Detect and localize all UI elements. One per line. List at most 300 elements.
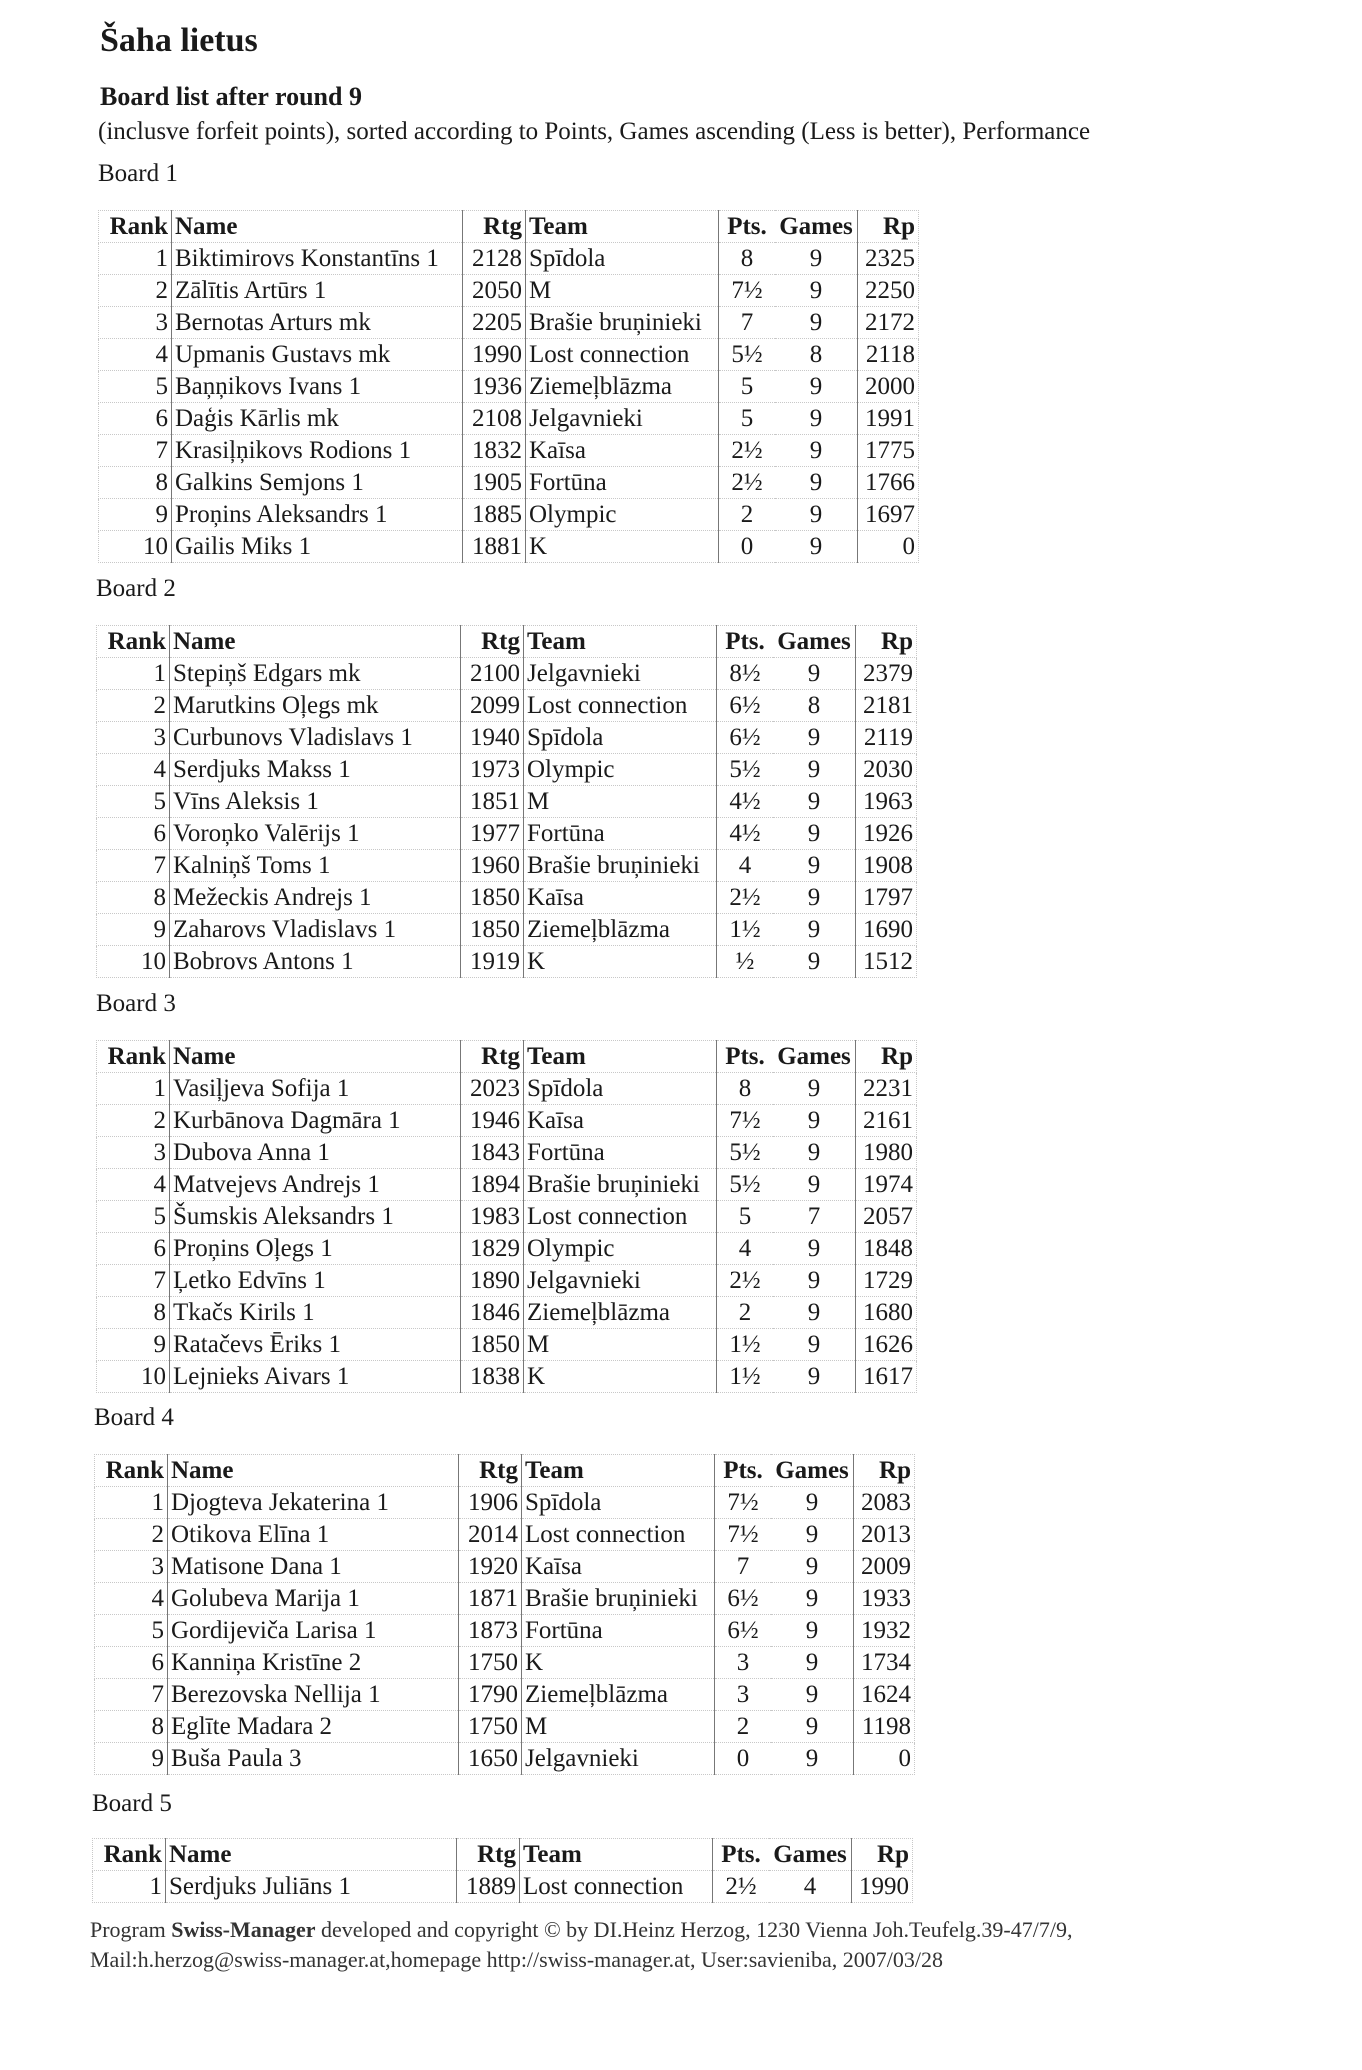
cell-team: Brašie bruņinieki: [524, 1169, 717, 1201]
table-row: [95, 1487, 915, 1519]
cell-name: Biktimirovs Konstantīns 1: [172, 243, 463, 275]
column-header-games: Games: [771, 1455, 854, 1487]
board-table: [92, 1838, 913, 1903]
cell-performance: 2009: [854, 1551, 915, 1583]
table-row: [97, 1137, 917, 1169]
cell-rating: 2128: [463, 243, 526, 275]
cell-rating: 2205: [463, 307, 526, 339]
column-header-points: Pts.: [717, 1041, 774, 1073]
cell-name: Eglīte Madara 2: [168, 1711, 459, 1743]
cell-rating: 1829: [461, 1233, 524, 1265]
cell-games: 9: [773, 850, 856, 882]
table-row: [97, 1265, 917, 1297]
cell-rank: 3: [95, 1551, 168, 1583]
table-header-row: [99, 211, 919, 243]
table-header-row: [93, 1839, 913, 1871]
cell-rank: 9: [99, 499, 172, 531]
cell-games: 9: [775, 243, 858, 275]
cell-team: K: [522, 1647, 715, 1679]
cell-name: Ratačevs Ēriks 1: [170, 1329, 461, 1361]
column-header-rank: Rank: [93, 1839, 166, 1871]
cell-games: 9: [773, 722, 856, 754]
cell-rank: 5: [95, 1615, 168, 1647]
cell-points: 5½: [717, 1169, 774, 1201]
cell-rating: 2014: [459, 1519, 522, 1551]
cell-points: 7½: [719, 275, 776, 307]
cell-games: 9: [771, 1551, 854, 1583]
cell-points: 7½: [715, 1487, 772, 1519]
cell-performance: 2000: [858, 371, 919, 403]
column-header-name: Name: [170, 626, 461, 658]
cell-rank: 2: [99, 275, 172, 307]
cell-rank: 10: [97, 946, 170, 978]
cell-rating: 1920: [459, 1551, 522, 1583]
cell-rating: 2108: [463, 403, 526, 435]
table-row: [99, 371, 919, 403]
cell-rank: 7: [97, 850, 170, 882]
cell-points: 5: [719, 371, 776, 403]
cell-rating: 1889: [457, 1871, 520, 1903]
cell-games: 9: [775, 307, 858, 339]
table-row: [95, 1743, 915, 1775]
cell-games: 4: [769, 1871, 852, 1903]
cell-name: Bernotas Arturs mk: [172, 307, 463, 339]
cell-performance: 0: [854, 1743, 915, 1775]
column-header-points: Pts.: [717, 626, 774, 658]
cell-rating: 1871: [459, 1583, 522, 1615]
cell-points: 2½: [713, 1871, 770, 1903]
cell-points: 8: [717, 1073, 774, 1105]
table-row: [99, 531, 919, 563]
cell-performance: 1797: [856, 882, 917, 914]
cell-points: 5½: [717, 754, 774, 786]
cell-performance: 2083: [854, 1487, 915, 1519]
cell-team: Kaīsa: [522, 1551, 715, 1583]
cell-team: Jelgavnieki: [524, 1265, 717, 1297]
table-row: [97, 1297, 917, 1329]
cell-team: Fortūna: [526, 467, 719, 499]
cell-games: 8: [773, 690, 856, 722]
column-header-rating: Rtg: [459, 1455, 522, 1487]
column-header-rating: Rtg: [457, 1839, 520, 1871]
cell-name: Stepiņš Edgars mk: [170, 658, 461, 690]
table-row: [97, 1233, 917, 1265]
cell-points: 7: [719, 307, 776, 339]
cell-rating: 1977: [461, 818, 524, 850]
cell-team: Brašie bruņinieki: [526, 307, 719, 339]
cell-performance: 1624: [854, 1679, 915, 1711]
cell-points: 6½: [717, 722, 774, 754]
cell-rating: 1838: [461, 1361, 524, 1393]
cell-rating: 1940: [461, 722, 524, 754]
cell-rating: 2023: [461, 1073, 524, 1105]
cell-team: Kaīsa: [524, 882, 717, 914]
cell-name: Proņins Aleksandrs 1: [172, 499, 463, 531]
cell-name: Šumskis Aleksandrs 1: [170, 1201, 461, 1233]
cell-points: 3: [715, 1679, 772, 1711]
table-row: [97, 914, 917, 946]
cell-games: 9: [771, 1487, 854, 1519]
table-row: [97, 1201, 917, 1233]
cell-rank: 3: [97, 722, 170, 754]
cell-points: 7: [715, 1551, 772, 1583]
cell-games: 9: [773, 1137, 856, 1169]
cell-games: 7: [773, 1201, 856, 1233]
cell-rank: 7: [95, 1679, 168, 1711]
cell-rating: 1983: [461, 1201, 524, 1233]
cell-rank: 2: [97, 690, 170, 722]
cell-rank: 4: [99, 339, 172, 371]
cell-points: 5½: [719, 339, 776, 371]
cell-points: 8½: [717, 658, 774, 690]
table-row: [99, 467, 919, 499]
column-header-performance: Rp: [854, 1455, 915, 1487]
cell-name: Gailis Miks 1: [172, 531, 463, 563]
cell-rank: 5: [99, 371, 172, 403]
cell-rating: 1873: [459, 1615, 522, 1647]
cell-name: Kanniņa Kristīne 2: [168, 1647, 459, 1679]
table-header-row: [95, 1455, 915, 1487]
cell-rank: 10: [99, 531, 172, 563]
cell-team: Olympic: [524, 754, 717, 786]
cell-games: 9: [773, 658, 856, 690]
cell-rank: 7: [97, 1265, 170, 1297]
cell-rank: 8: [97, 882, 170, 914]
column-header-points: Pts.: [719, 211, 776, 243]
table-row: [97, 882, 917, 914]
cell-points: 2: [719, 499, 776, 531]
cell-points: 1½: [717, 1329, 774, 1361]
cell-performance: 1512: [856, 946, 917, 978]
cell-games: 9: [773, 1361, 856, 1393]
board-table: [94, 1454, 915, 1775]
cell-points: 3: [715, 1647, 772, 1679]
cell-points: 4: [717, 1233, 774, 1265]
cell-points: 0: [719, 531, 776, 563]
table-row: [95, 1679, 915, 1711]
cell-points: 2: [715, 1711, 772, 1743]
cell-team: Fortūna: [524, 818, 717, 850]
cell-games: 9: [771, 1711, 854, 1743]
cell-points: 6½: [717, 690, 774, 722]
cell-rating: 1846: [461, 1297, 524, 1329]
cell-rating: 1850: [461, 914, 524, 946]
cell-performance: 2325: [858, 243, 919, 275]
cell-performance: 0: [858, 531, 919, 563]
footer-program-name: Swiss-Manager: [171, 1917, 316, 1942]
cell-team: Brašie bruņinieki: [522, 1583, 715, 1615]
column-header-rank: Rank: [95, 1455, 168, 1487]
cell-rank: 5: [97, 786, 170, 818]
cell-name: Gordijeviča Larisa 1: [168, 1615, 459, 1647]
cell-points: 4½: [717, 818, 774, 850]
table-row: [99, 307, 919, 339]
cell-name: Voroņko Valērijs 1: [170, 818, 461, 850]
cell-games: 9: [775, 275, 858, 307]
cell-team: Lost connection: [526, 339, 719, 371]
table-row: [95, 1647, 915, 1679]
cell-performance: 2379: [856, 658, 917, 690]
column-header-rating: Rtg: [461, 1041, 524, 1073]
table-row: [95, 1711, 915, 1743]
cell-name: Marutkins Oļegs mk: [170, 690, 461, 722]
table-row: [97, 1169, 917, 1201]
cell-rating: 1890: [461, 1265, 524, 1297]
cell-rank: 6: [95, 1647, 168, 1679]
cell-name: Upmanis Gustavs mk: [172, 339, 463, 371]
cell-name: Galkins Semjons 1: [172, 467, 463, 499]
column-header-rank: Rank: [99, 211, 172, 243]
cell-points: 6½: [715, 1615, 772, 1647]
cell-name: Djogteva Jekaterina 1: [168, 1487, 459, 1519]
cell-name: Golubeva Marija 1: [168, 1583, 459, 1615]
cell-points: 1½: [717, 914, 774, 946]
cell-rank: 8: [99, 467, 172, 499]
cell-points: 8: [719, 243, 776, 275]
cell-performance: 1932: [854, 1615, 915, 1647]
footer-prefix: Program: [90, 1917, 166, 1942]
table-row: [97, 658, 917, 690]
column-header-games: Games: [773, 1041, 856, 1073]
cell-rank: 6: [99, 403, 172, 435]
column-header-name: Name: [168, 1455, 459, 1487]
cell-rating: 1750: [459, 1647, 522, 1679]
cell-performance: 1926: [856, 818, 917, 850]
column-header-team: Team: [522, 1455, 715, 1487]
cell-team: Spīdola: [522, 1487, 715, 1519]
column-header-games: Games: [773, 626, 856, 658]
cell-performance: 2118: [858, 339, 919, 371]
cell-games: 9: [773, 818, 856, 850]
footer: [90, 1915, 1072, 1975]
page-subtitle: Board list after round 9: [100, 82, 362, 111]
cell-performance: 1680: [856, 1297, 917, 1329]
cell-games: 9: [773, 1073, 856, 1105]
cell-name: Tkačs Kirils 1: [170, 1297, 461, 1329]
cell-team: Lost connection: [520, 1871, 713, 1903]
cell-rank: 8: [95, 1711, 168, 1743]
cell-games: 9: [773, 1233, 856, 1265]
cell-rating: 1905: [463, 467, 526, 499]
cell-rank: 9: [97, 914, 170, 946]
cell-team: Olympic: [526, 499, 719, 531]
cell-team: M: [526, 275, 719, 307]
cell-performance: 2030: [856, 754, 917, 786]
board-table: [98, 210, 919, 563]
cell-rating: 1851: [461, 786, 524, 818]
cell-performance: 1766: [858, 467, 919, 499]
table-header-row: [97, 1041, 917, 1073]
cell-rating: 1919: [461, 946, 524, 978]
cell-rating: 1750: [459, 1711, 522, 1743]
column-header-name: Name: [166, 1839, 457, 1871]
cell-performance: 2181: [856, 690, 917, 722]
cell-performance: 2119: [856, 722, 917, 754]
cell-points: 4: [717, 850, 774, 882]
table-row: [95, 1519, 915, 1551]
table-row: [97, 1329, 917, 1361]
column-header-team: Team: [526, 211, 719, 243]
table-header-row: [97, 626, 917, 658]
column-header-rating: Rtg: [461, 626, 524, 658]
table-row: [97, 818, 917, 850]
column-header-rank: Rank: [97, 626, 170, 658]
cell-points: 7½: [715, 1519, 772, 1551]
cell-games: 9: [773, 1265, 856, 1297]
cell-name: Serdjuks Juliāns 1: [166, 1871, 457, 1903]
cell-rating: 1990: [463, 339, 526, 371]
cell-games: 9: [773, 1297, 856, 1329]
cell-performance: 1963: [856, 786, 917, 818]
cell-team: M: [524, 786, 717, 818]
board-label: Board 5: [92, 1790, 172, 1817]
cell-rating: 2099: [461, 690, 524, 722]
cell-performance: 1626: [856, 1329, 917, 1361]
cell-performance: 1734: [854, 1647, 915, 1679]
cell-rating: 1790: [459, 1679, 522, 1711]
cell-points: 5½: [717, 1137, 774, 1169]
cell-performance: 1198: [854, 1711, 915, 1743]
cell-team: Jelgavnieki: [522, 1743, 715, 1775]
cell-performance: 2172: [858, 307, 919, 339]
cell-points: ½: [717, 946, 774, 978]
table-row: [95, 1583, 915, 1615]
footer-line-1: [90, 1915, 1072, 1945]
cell-games: 9: [771, 1519, 854, 1551]
cell-team: Fortūna: [522, 1615, 715, 1647]
cell-name: Lejnieks Aivars 1: [170, 1361, 461, 1393]
column-header-points: Pts.: [715, 1455, 772, 1487]
cell-rating: 1843: [461, 1137, 524, 1169]
table-row: [93, 1871, 913, 1903]
cell-performance: 2057: [856, 1201, 917, 1233]
cell-rating: 1881: [463, 531, 526, 563]
cell-points: 7½: [717, 1105, 774, 1137]
cell-name: Matisone Dana 1: [168, 1551, 459, 1583]
cell-name: Kurbānova Dagmāra 1: [170, 1105, 461, 1137]
cell-name: Buša Paula 3: [168, 1743, 459, 1775]
cell-performance: 1908: [856, 850, 917, 882]
board-table: [96, 625, 917, 978]
cell-games: 9: [771, 1615, 854, 1647]
cell-name: Krasiļņikovs Rodions 1: [172, 435, 463, 467]
board-label: Board 2: [96, 575, 176, 602]
cell-games: 9: [775, 403, 858, 435]
cell-performance: 2250: [858, 275, 919, 307]
cell-rank: 7: [99, 435, 172, 467]
table-row: [97, 850, 917, 882]
cell-name: Curbunovs Vladislavs 1: [170, 722, 461, 754]
cell-rank: 1: [99, 243, 172, 275]
cell-rank: 2: [97, 1105, 170, 1137]
cell-rating: 1946: [461, 1105, 524, 1137]
cell-rank: 8: [97, 1297, 170, 1329]
cell-team: K: [524, 946, 717, 978]
cell-rank: 4: [97, 754, 170, 786]
cell-team: Ziemeļblāzma: [524, 1297, 717, 1329]
table-row: [95, 1551, 915, 1583]
column-header-team: Team: [524, 626, 717, 658]
cell-name: Otikova Elīna 1: [168, 1519, 459, 1551]
cell-points: 2½: [717, 1265, 774, 1297]
cell-team: Ziemeļblāzma: [522, 1679, 715, 1711]
cell-name: Ļetko Edvīns 1: [170, 1265, 461, 1297]
table-row: [97, 754, 917, 786]
cell-rank: 5: [97, 1201, 170, 1233]
cell-games: 9: [775, 371, 858, 403]
cell-team: M: [522, 1711, 715, 1743]
cell-team: Spīdola: [524, 722, 717, 754]
page-title: Šaha lietus: [100, 22, 258, 59]
cell-name: Berezovska Nellija 1: [168, 1679, 459, 1711]
cell-games: 9: [775, 467, 858, 499]
table-row: [99, 499, 919, 531]
cell-games: 9: [775, 499, 858, 531]
sort-description: (inclusve forfeit points), sorted according to Points, Games ascending (Less is better), Performance: [98, 118, 1091, 145]
cell-rating: 1894: [461, 1169, 524, 1201]
cell-performance: 1991: [858, 403, 919, 435]
cell-points: 2½: [717, 882, 774, 914]
table-row: [97, 1073, 917, 1105]
table-row: [99, 275, 919, 307]
cell-points: 1½: [717, 1361, 774, 1393]
cell-games: 9: [773, 1105, 856, 1137]
cell-team: Jelgavnieki: [524, 658, 717, 690]
cell-rank: 9: [97, 1329, 170, 1361]
cell-team: K: [524, 1361, 717, 1393]
column-header-rank: Rank: [97, 1041, 170, 1073]
cell-rank: 1: [93, 1871, 166, 1903]
cell-performance: 2161: [856, 1105, 917, 1137]
table-row: [99, 435, 919, 467]
cell-games: 9: [773, 1329, 856, 1361]
cell-rating: 1973: [461, 754, 524, 786]
board-table: [96, 1040, 917, 1393]
cell-games: 9: [775, 435, 858, 467]
cell-team: K: [526, 531, 719, 563]
board-label: Board 4: [94, 1404, 174, 1431]
cell-rating: 2050: [463, 275, 526, 307]
cell-performance: 1980: [856, 1137, 917, 1169]
cell-points: 4½: [717, 786, 774, 818]
cell-rating: 1832: [463, 435, 526, 467]
board-label: Board 1: [98, 160, 178, 187]
cell-points: 6½: [715, 1583, 772, 1615]
column-header-name: Name: [170, 1041, 461, 1073]
cell-points: 2½: [719, 467, 776, 499]
cell-performance: 1775: [858, 435, 919, 467]
table-row: [97, 946, 917, 978]
table-row: [99, 403, 919, 435]
column-header-games: Games: [769, 1839, 852, 1871]
cell-team: Lost connection: [524, 1201, 717, 1233]
cell-rating: 1906: [459, 1487, 522, 1519]
cell-rank: 1: [97, 658, 170, 690]
column-header-performance: Rp: [852, 1839, 913, 1871]
cell-team: Brašie bruņinieki: [524, 850, 717, 882]
table-row: [97, 1105, 917, 1137]
cell-games: 8: [775, 339, 858, 371]
cell-rank: 4: [97, 1169, 170, 1201]
cell-rank: 1: [97, 1073, 170, 1105]
column-header-performance: Rp: [856, 626, 917, 658]
footer-line-2: Mail:h.herzog@swiss-manager.at,homepage http://swiss-manager.at, User:savieniba, 2007/03/28: [90, 1947, 944, 1972]
cell-name: Zaharovs Vladislavs 1: [170, 914, 461, 946]
cell-team: Ziemeļblāzma: [526, 371, 719, 403]
cell-rating: 1936: [463, 371, 526, 403]
table-row: [97, 786, 917, 818]
cell-name: Daģis Kārlis mk: [172, 403, 463, 435]
